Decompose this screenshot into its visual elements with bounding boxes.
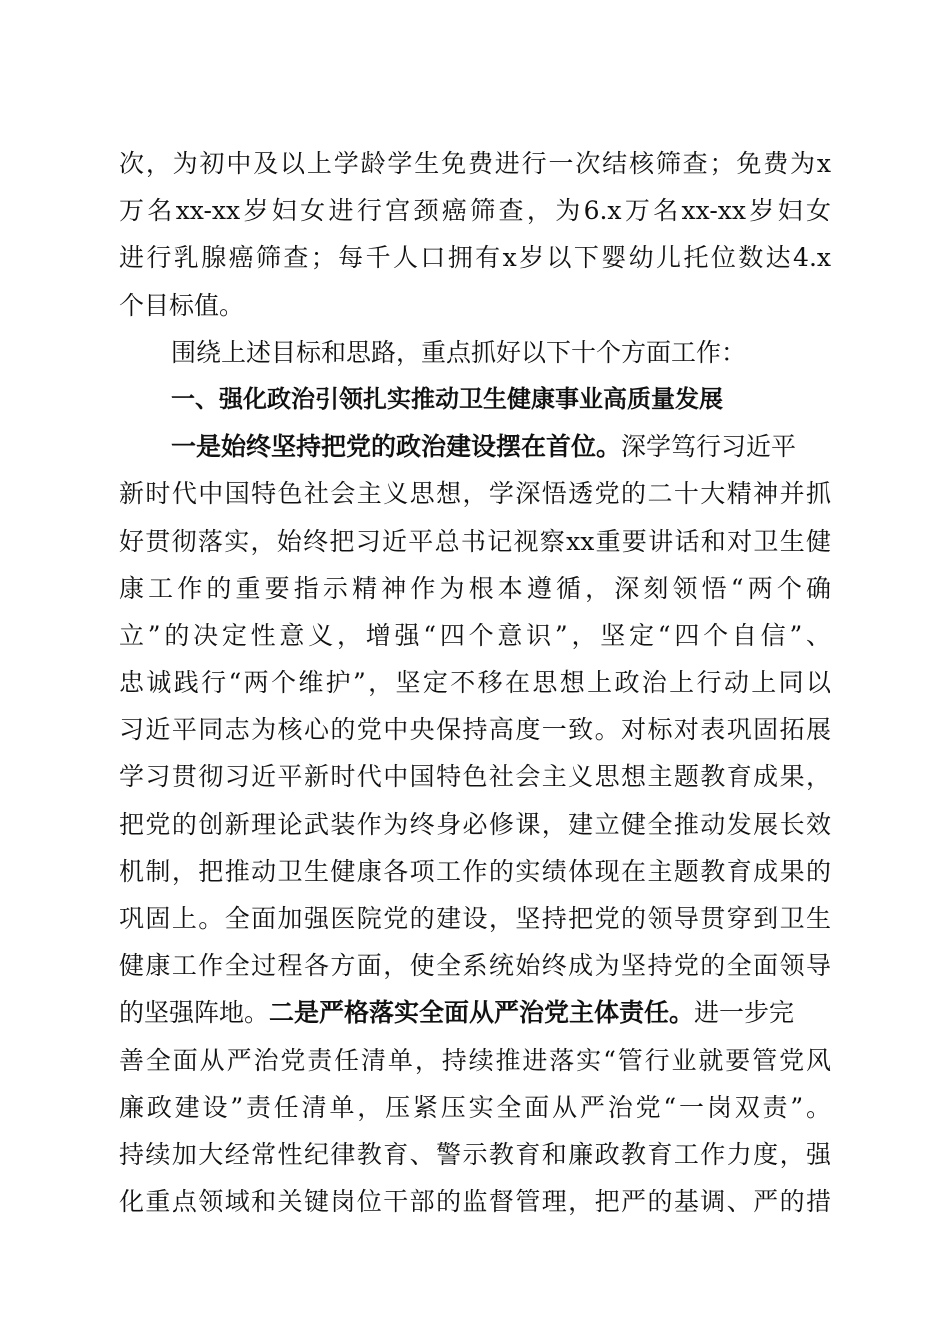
text-line: 巩固上。全面加强医院党的建设，坚持把党的领导贯穿到卫生 [119, 904, 831, 933]
text-line: 忠诚践行“两个维护”，坚定不移在思想上政治上行动上同以 [119, 668, 831, 698]
paragraph-intro: 围绕上述目标和思路，重点抓好以下十个方面工作： [171, 337, 747, 367]
text-span: 进一步完 [694, 998, 795, 1028]
point-one-lead: 一是始终坚持把党的政治建设摆在首位。 [171, 432, 622, 462]
text-line: 持续加大经常性纪律教育、警示教育和廉政教育工作力度，强 [119, 1139, 831, 1169]
text-line: 万名xx-xx岁妇女进行宫颈癌筛查，为6.x万名xx-xx岁妇女 [119, 196, 831, 226]
text-line: 习近平同志为核心的党中央保持高度一致。对标对表巩固拓展 [119, 715, 831, 745]
text-line: 机制，把推动卫生健康各项工作的实绩体现在主题教育成果的 [119, 856, 831, 886]
point-two-lead: 二是严格落实全面从严治党主体责任。 [269, 998, 695, 1028]
text-span: 的坚强阵地。 [119, 998, 270, 1028]
text-line: 善全面从严治党责任清单，持续推进落实“管行业就要管党风 [119, 1045, 831, 1075]
text-line [119, 989, 831, 1036]
text-line: 学习贯彻习近平新时代中国特色社会主义思想主题教育成果， [119, 762, 831, 792]
text-line: 化重点领域和关键岗位干部的监督管理，把严的基调、严的措 [119, 1187, 831, 1217]
text-line: 廉政建设”责任清单，压紧压实全面从严治党“一岗双责”。 [119, 1092, 831, 1122]
text-span: 深学笃行习近平 [621, 432, 797, 462]
section-heading: 一、强化政治引领扎实推动卫生健康事业高质量发展 [171, 384, 723, 413]
text-line: 立”的决定性意义，增强“四个意识”，坚定“四个自信”、 [119, 620, 831, 650]
text-line: 把党的创新理论武装作为终身必修课，建立健全推动发展长效 [119, 809, 831, 839]
text-line: 健康工作全过程各方面，使全系统始终成为坚持党的全面领导 [119, 951, 831, 981]
text-line: 进行乳腺癌筛查；每千人口拥有x岁以下婴幼儿托位数达4.x [119, 243, 831, 273]
text-line: 新时代中国特色社会主义思想，学深悟透党的二十大精神并抓 [119, 479, 831, 509]
text-line [119, 423, 831, 470]
document-body [119, 140, 831, 1225]
text-line: 好贯彻落实，始终把习近平总书记视察xx重要讲话和对卫生健 [119, 526, 831, 556]
text-line: 个目标值。 [119, 290, 245, 320]
text-line: 次，为初中及以上学龄学生免费进行一次结核筛查；免费为x [119, 149, 831, 178]
text-line: 康工作的重要指示精神作为根本遵循，深刻领悟“两个确 [119, 573, 831, 603]
